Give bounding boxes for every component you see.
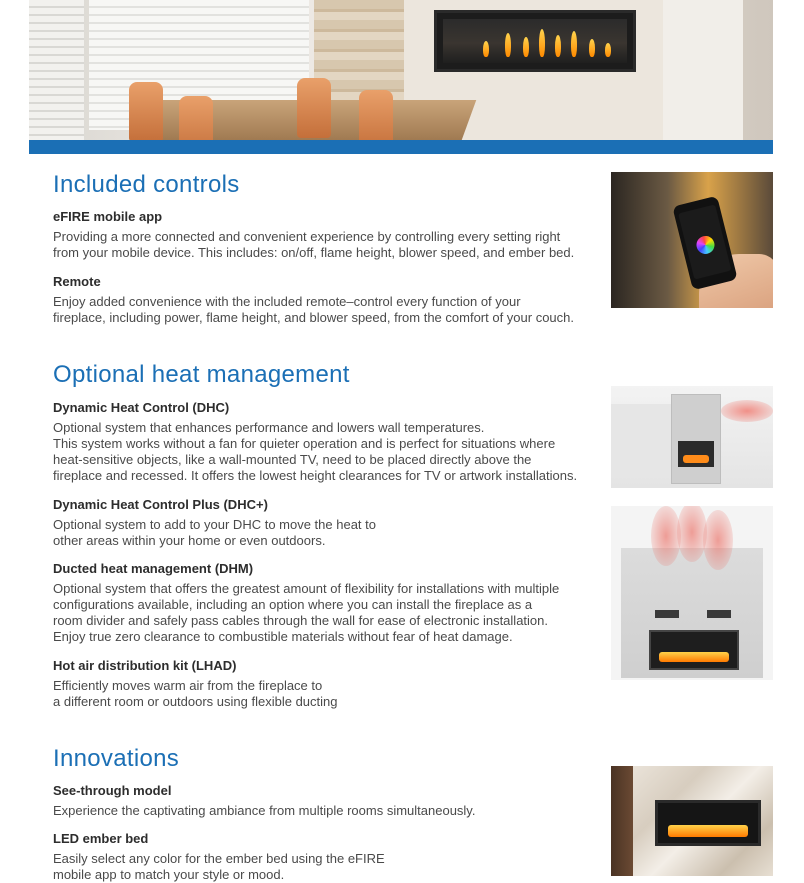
led-ember-heading: LED ember bed xyxy=(53,831,149,846)
remote-heading: Remote xyxy=(53,274,101,289)
remote-text: Enjoy added convenience with the included remote–control every function of your fireplace, including power, flame height, and blower speed, from the comfort of your couch. xyxy=(53,294,575,325)
dhc-illustration xyxy=(611,386,773,488)
see-through-text: Experience the captivating ambiance from multiple rooms simultaneously. xyxy=(53,803,476,818)
dhc-plus-heading: Dynamic Heat Control Plus (DHC+) xyxy=(53,497,268,512)
dhm-heading: Ducted heat management (DHM) xyxy=(53,561,254,576)
accent-bar xyxy=(29,140,773,154)
section-title-included-controls: Included controls xyxy=(53,171,240,198)
color-wheel-icon xyxy=(695,234,717,256)
lhad-heading: Hot air distribution kit (LHAD) xyxy=(53,658,237,673)
efire-app-photo xyxy=(611,172,773,308)
efire-app-heading: eFIRE mobile app xyxy=(53,209,163,224)
section-title-innovations: Innovations xyxy=(53,745,180,772)
hero-fireplace-photo xyxy=(29,0,773,140)
section-title-optional-heat-management: Optional heat management xyxy=(53,361,350,388)
efire-app-text: Providing a more connected and convenient experience by controlling every setting right from your mobile device. This includes: on/off, flame height, blower speed, and ember bed. xyxy=(53,229,575,260)
lhad-text: Efficiently moves warm air from the fireplace to a different room or outdoors using flexible ducting xyxy=(53,678,338,709)
led-ember-text: Easily select any color for the ember bed using the eFIRE mobile app to match your style or mood. xyxy=(53,851,385,882)
see-through-photo xyxy=(611,766,773,876)
dhm-illustration xyxy=(611,506,773,680)
dhm-text: Optional system that offers the greatest amount of flexibility for installations with multiple configurations available, including an option where you can install the fireplace as a room divider and safely pass cables through the wall for ease of electronic installation. Enjoy true zero clearance to combustible materials without fear of heat damage. xyxy=(53,581,560,644)
dhc-text: Optional system that enhances performance and lowers wall temperatures. This system works without a fan for quieter operation and is perfect for situations where heat-sensitive objects, like a wall-mounted TV, need to be placed directly above the fireplace and recessed. It offers the lowest height clearances for TV or artwork installations. xyxy=(53,420,578,483)
phone-icon xyxy=(672,196,737,291)
dhc-heading: Dynamic Heat Control (DHC) xyxy=(53,400,230,415)
dhc-plus-text: Optional system to add to your DHC to move the heat to other areas within your home or even outdoors. xyxy=(53,517,376,548)
see-through-heading: See-through model xyxy=(53,783,172,798)
